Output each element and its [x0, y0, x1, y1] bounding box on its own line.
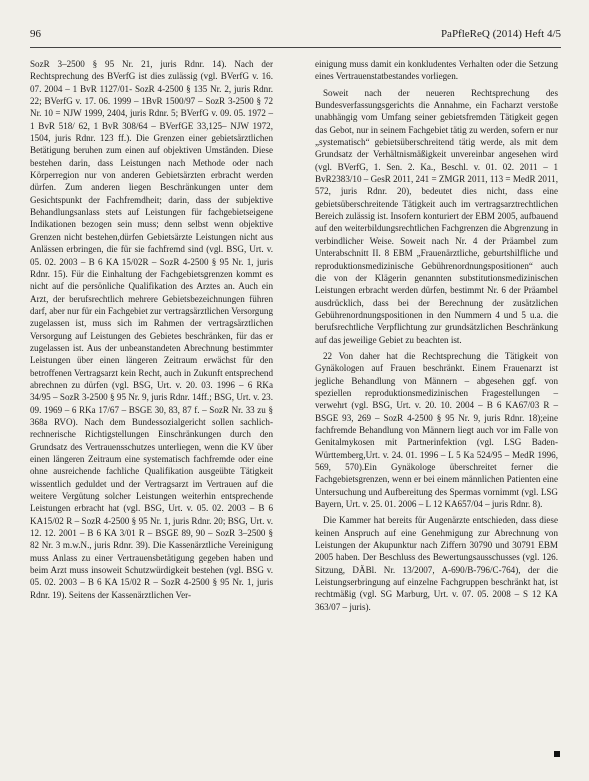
running-header [30, 28, 561, 48]
right-column [315, 58, 558, 617]
paragraph: SozR 3–2500 § 95 Nr. 21, juris Rdnr. 14). Nach der Rechtsprechung des BVerfG ist dies zulässig (vgl. BVerfG v. 16. 07. 2004 – 1 BvR 1127/01- SozR 4-2500 § 135 Nr. 2, juris Rdnr. 22; BVerfG v. 17. 06. 1999 – 1BvR 1500/97 – SozR 3-2500 § 72 Nr. 10 = NJW 1999, 2404, juris Rdnr. 5; BVerfG v. 09. 05. 1972 – 1 BvR 518/ 62, 1 BvR 308/64 – BVerfGE 33,125– NJW 1972, 1504, juris Rdnr. 123 ff.). Die Grenzen einer gebietsärztlichen Betätigung beruhen zum einen auf objektiven Umständen. Diese bestehen darin, dass Leistungen nach Methode oder nach Körperregion nur von anderen Gebietsärzten erbracht werden dürfen. Zum anderen liegen Beschränkungen unter dem Gesichtspunkt der Fachfremdheit; darin, dass der subjektive Behandlungsanlass stets auf Leistungen für fachgebietseigene Indikationen bezogen sein muss; denn selbst wenn objektive Grenzen nicht bestehen,dürfen Gebietsärzte Leistungen nicht aus Anlässen erbringen, die für sie fachfremd sind (vgl. BSG, Urt. v. 05. 02. 2003 – B 6 KA 15/02R – SozR 4-2500 § 95 Nr. 1, juris Rdnr. 15). Für die Einhaltung der Fachgebietsgrenzen kommt es nicht auf die persönliche Qualifikation des Arztes an. Auch ein Arzt, der berufsrechtlich mehrere Gebietsbezeichnungen führen darf, aber nur für ein Fachgebiet zur vertragsärztlichen Versorgung zugelassen ist, muss sich im Rahmen der vertragsärztlichen Versorgung auf Leistungen des Gebietes beschränken, für das er zugelassen ist. Aus der unbeanstandeten Abrechnung bestimmter Leistungen über einen längeren Zeitraum erwächst für den betroffenen Vertragsarzt kein Recht, auch in Zukunft entsprechend abrechnen zu dürfen (vgl. BSG, Urt. v. 20. 03. 1996 – 6 RKa 34/95 – SozR 3-2500 § 95 Nr. 9, juris Rdnr. 14ff.; BSG, Urt. v. 23. 09. 1969 – 6 RKa 17/67 – BSGE 30, 83, 87 f. – SozR Nr. 33 zu § 368a RVO). Nach dem Bundessozialgericht sollen sachlich-rechnerische Richtigstellungen Einschränkungen durch den Grundsatz des Vertrauensschutzes unterliegen, wenn die KV über einen längeren Zeitraum eine systematisch fachfremde oder eine ohne ausreichende fachliche Qualifikation ausgeübte Tätigkeit wissentlich geduldet und der Vertragsarzt im Vertrauen auf die weitere Vergütung solcher Leistungen weiterhin entsprechende Leistungen erbracht hat (vgl. BSG, Urt. v. 05. 02. 2003 – B 6 KA15/02 R – SozR 4-2500 § 95 Nr. 1, juris Rdnr. 20; BSG, Urt. v. 12. 12. 2001 – B 6 KA 3/01 R – BSGE 89, 90 – SozR 3–2500 § 82 Nr. 3 m.w.N., juris Rdnr. 39). Die Kassenärztliche Vereinigung muss Anlass zu einer Vertrauensbetätigung gegeben haben und beim Arzt muss insoweit Schutzwürdigkeit bestehen (vgl. BSG v. 05. 02. 2003 – B 6 KA 15/02 R – SozR 4-2500 § 95 Nr. 1, juris Rdnr. 19). Seitens der Kassenärztlichen Ver- [30, 59, 273, 600]
paragraph: Die Kammer hat bereits für Augenärzte entschieden, dass diese keinen Anspruch auf eine Genehmigung zur Abrechnung von Leistungen der Akupunktur nach Ziffern 30790 und 30791 EBM 2005 haben. Der Beschluss des Bewertungsausschusses (vgl. 126. Sitzung, DÄBl. Nr. 13/2007, A-690/B-796/C-764), der die Leistungserbringung auf einzelne Fachgruppen beschränkt hat, ist rechtmäßig (vgl. SG Marburg, Urt. v. 07. 05. 2008 – S 12 KA 363/07 – juris). [315, 515, 558, 612]
left-column [30, 58, 273, 605]
journal-title: PaPfleReQ (2014) Heft 4/5 [440, 28, 561, 40]
paragraph: einigung muss damit ein konkludentes Verhalten oder die Setzung eines Vertrauenstatbestandes vorliegen. [315, 59, 558, 82]
end-mark-square [554, 751, 560, 757]
paragraph: Soweit nach der neueren Rechtsprechung des Bundesverfassungsgerichts die Annahme, ein Facharzt verstoße unabhängig vom Umfang seiner gebietsfremden Tätigkeit gegen das Gebot, nur in seinem Fachgebiet tätig zu werden, sofern er nur „systematisch“ gebietsüberschreitend tätig werde, als mit dem Grundsatz der Verhältnismäßigkeit unvereinbar angesehen wird (vgl. BVerfG, 1. Sen. 2. Ka., Beschl. v. 01. 02. 2011 – 1 BvR2383/10 – GesR 2011, 241 = ZMGR 2011, 113 = MedR 2011, 572, juris Rdnr. 20), bedeutet dies nicht, dass eine gebietsüberschreitende Tätigkeit auch im vertragsarztrechtlichen Bereich zulässig ist. Insofern konturiert der EBM 2005, aufbauend auf den weiterbildungsrechtlichen Fachgrenzen die Abgrenzung in verbindlicher Weise. Soweit nach Nr. 4 der Präambel zum Unterabschnitt II. 8 EBM „Frauenärztliche, geburtshilfliche und reproduktionsmedizinische Gebührenordnungspositionen“ auch die von der Klägerin genannten substitutionsmedizinischen Leistungen erbracht werden dürfen, bestimmt Nr. 6 der Präambel ausdrücklich, dass bei der Berechnung der zusätzlichen Gebührenordnungspositionen in den Nummern 4 und 5 u.a. die berufsrechtliche Verpflichtung zur grundsätzlichen Beschränkung auf das jeweilige Gebiet zu beachten ist. [315, 87, 558, 345]
paragraph: 22 Von daher hat die Rechtsprechung die Tätigkeit von Gynäkologen auf Frauen beschränkt. Einem Frauenarzt ist jegliche Behandlung von Männern – abgesehen ggf. von speziellen reproduktionsmedizinischen Fragestellungen – verwehrt (vgl. BSG, Urt. v. 20. 10. 2004 – B 6 KA67/03 R – BSGE 93, 269 – SozR 4-2500 § 95 Nr. 9, juris Rdnr. 18);eine fachfremde Behandlung von Männern liegt auch vor im Falle von Genitalmykosen mit Partnerinfektion (vgl. LSG Baden-Württemberg,Urt. v. 24. 01. 1996 – L 5 Ka 524/95 – MedR 1996, 569, 570).Ein Gynäkologe überschreitet ferner die Fachgebietsgrenzen, wenn er bei einem männlichen Patienten eine Untersuchung und Aufbereitung des Spermas vornimmt (vgl. LSG Bayern, Urt. v. 25. 01. 2006 – L 12 KA657/04 – juris Rdnr. 8). [315, 350, 558, 510]
page-number: 96 [30, 28, 41, 40]
